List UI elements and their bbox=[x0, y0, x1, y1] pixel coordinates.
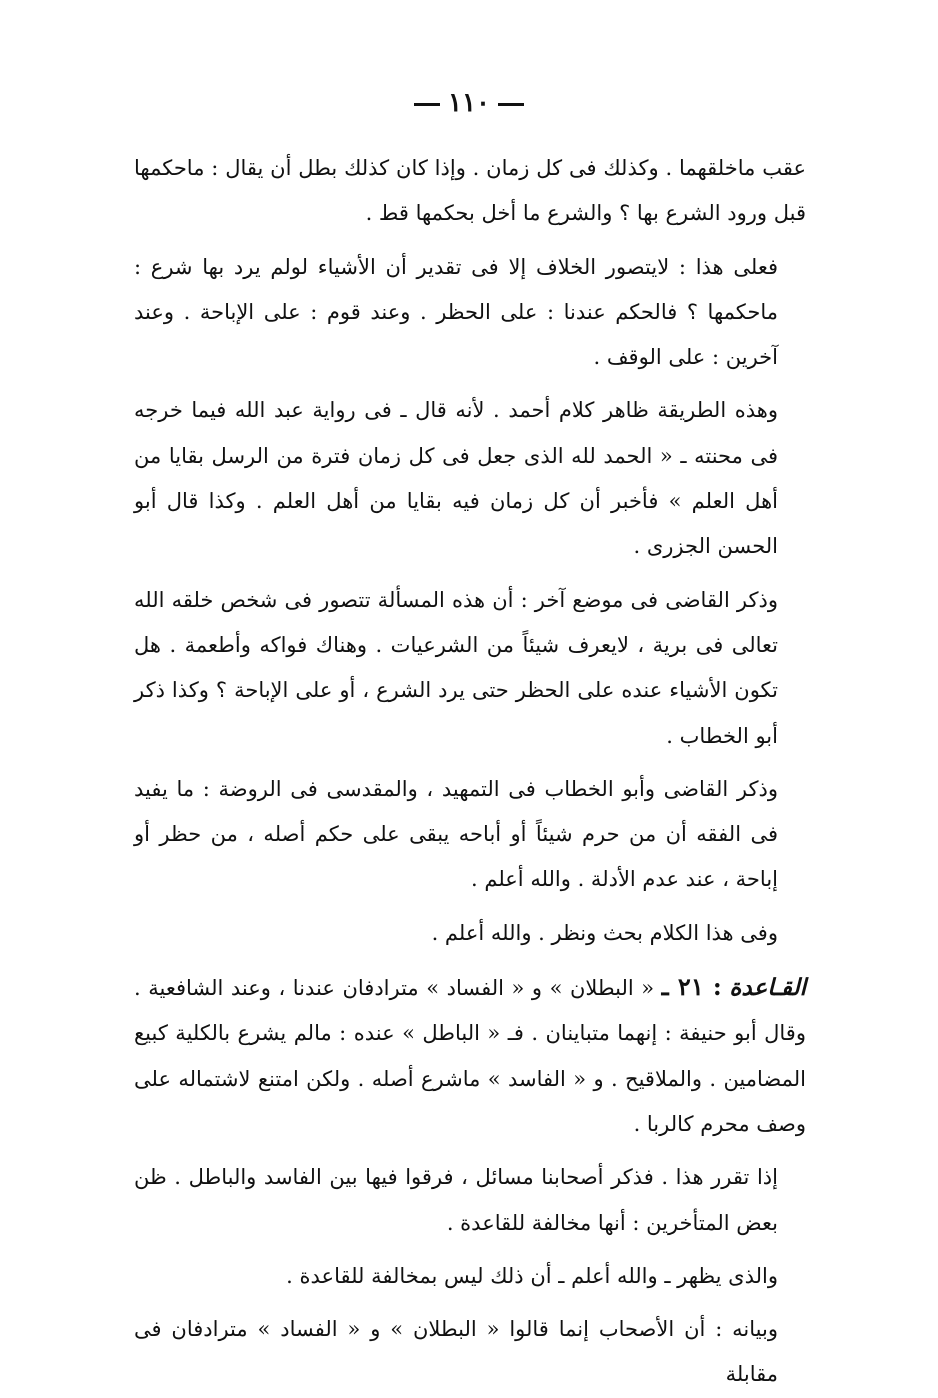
paragraph: وبيانه : أن الأصحاب إنما قالوا « البطلان » و « الفساد » مترادفان فى مقابلة bbox=[134, 1317, 778, 1387]
rule-text: « البطلان » و « الفساد » مترادفان عندنا ، وعند الشافعية . وقال أبو حنيفة : إنهما متباينان . فـ « الباطل » عنده : مالم يشرع بالكلية كبيع المضامين . والملاقيح . و « الفاسد » ماشرع أصله . ولكن امتنع لاشتماله على وصف محرم كالربا . bbox=[134, 976, 806, 1136]
page-number-value: ١١٠ bbox=[448, 88, 490, 118]
paragraph: فعلى هذا : لايتصور الخلاف إلا فى تقدير أن الأشياء لولم يرد بها شرع : ماحكمها ؟ فالحكم عندنا : على الحظر . وعند قوم : على الإباحة . وعند آخرين : على الوقف . bbox=[134, 254, 778, 370]
rule-paragraph bbox=[134, 964, 806, 1147]
paragraph: وذكر القاضى وأبو الخطاب فى التمهيد ، والمقدسى فى الروضة : ما يفيد فى الفقه أن من حرم شيئاً أو أباحه يبقى على حكم أصله ، من حظر أو إباحة ، عند عدم الأدلة . والله أعلم . bbox=[134, 776, 778, 892]
page-number bbox=[0, 88, 938, 118]
paragraph: والذى يظهر ـ والله أعلم ـ أن ذلك ليس بمخالفة للقاعدة . bbox=[286, 1263, 778, 1288]
page-number-dash-left bbox=[414, 103, 440, 106]
paragraph: عقب ماخلقهما . وكذلك فى كل زمان . وإذا كان كذلك بطل أن يقال : ماحكمها قبل ورود الشرع بها ؟ والشرع ما أخل بحكمها قط . bbox=[134, 156, 806, 226]
page-number-dash-right bbox=[498, 103, 524, 106]
paragraph: إذا تقرر هذا . فذكر أصحابنا مسائل ، فرقوا فيها بين الفاسد والباطل . ظن بعض المتأخرين : أنها مخالفة للقاعدة . bbox=[134, 1165, 778, 1235]
rule-label: القـاعدة bbox=[729, 974, 806, 1002]
paragraph: وفى هذا الكلام بحث ونظر . والله أعلم . bbox=[431, 920, 778, 945]
paragraph: وذكر القاضى فى موضع آخر : أن هذه المسألة تتصور فى شخص خلقه الله تعالى فى برية ، لايعرف شيئاً من الشرعيات . وهناك فواكه وأطعمة . هل تكون الأشياء عنده على الحظر حتى يرد الشرع ، أو على الإباحة ؟ وكذا ذكر أبو الخطاب . bbox=[134, 587, 778, 748]
rule-number: : ٢١ ـ bbox=[661, 972, 722, 1002]
paragraph: وهذه الطريقة ظاهر كلام أحمد . لأنه قال ـ فى رواية عبد الله فيما خرجه فى محنته ـ « الحمد لله الذى جعل فى كل زمان فترة من الرسل بقايا من أهل العلم » فأخبر أن كل زمان فيه بقايا من أهل العلم . وكذا قال أبو الحسن الجزرى . bbox=[134, 398, 778, 559]
page-body bbox=[134, 146, 806, 1398]
